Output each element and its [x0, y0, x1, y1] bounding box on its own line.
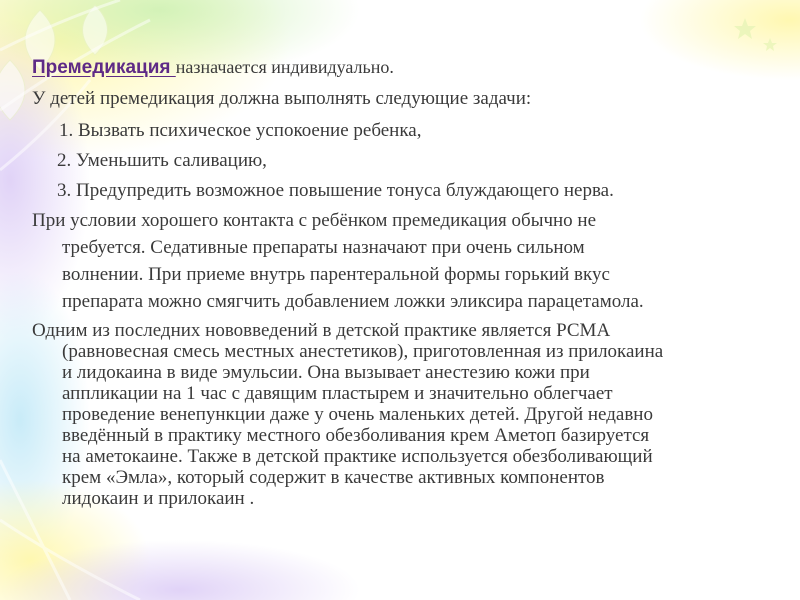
task-item: 1. Вызвать психическое успокоение ребенка,: [59, 120, 422, 141]
paragraph-line: введённый в практику местного обезболивания крем Аметоп базируется: [62, 425, 650, 446]
paragraph-line: волнении. При приеме внутрь парентеральной формы горький вкус: [62, 264, 610, 285]
paragraph-line: лидокаин и прилокаин .: [62, 488, 255, 509]
title-rest: назначается индивидуально.: [175, 57, 394, 77]
task-item: 2. Уменьшить саливацию,: [57, 150, 267, 171]
paragraph-line: Одним из последних нововведений в детской практике является РСМА: [32, 320, 611, 341]
title-keyword: Премедикация: [32, 57, 176, 78]
paragraph-line: и лидокаина в виде эмульсии. Она вызывает анестезию кожи при: [62, 362, 590, 383]
paragraph-line: При условии хорошего контакта с ребёнком премедикация обычно не: [32, 210, 597, 231]
paragraph-line: аппликации на 1 час с давящим пластырем и значительно облегчает: [62, 383, 613, 404]
tasks-intro: У детей премедикация должна выполнять следующие задачи:: [32, 88, 532, 109]
paragraph-line: требуется. Седативные препараты назначают при очень сильном: [62, 237, 585, 258]
paragraph-line: (равновесная смесь местных анестетиков), приготовленная из прилокаина: [62, 341, 664, 362]
paragraph-line: проведение венепункции даже у очень маленьких детей. Другой недавно: [62, 404, 653, 425]
task-item: 3. Предупредить возможное повышение тонуса блуждающего нерва.: [57, 180, 614, 201]
title-line: [32, 56, 394, 79]
paragraph-line: крем «Эмла», который содержит в качестве активных компонентов: [62, 467, 605, 488]
paragraph-line: на аметокаине. Также в детской практике используется обезболивающий: [62, 446, 653, 467]
paragraph-line: препарата можно смягчить добавлением ложки эликсира парацетамола.: [62, 291, 644, 312]
